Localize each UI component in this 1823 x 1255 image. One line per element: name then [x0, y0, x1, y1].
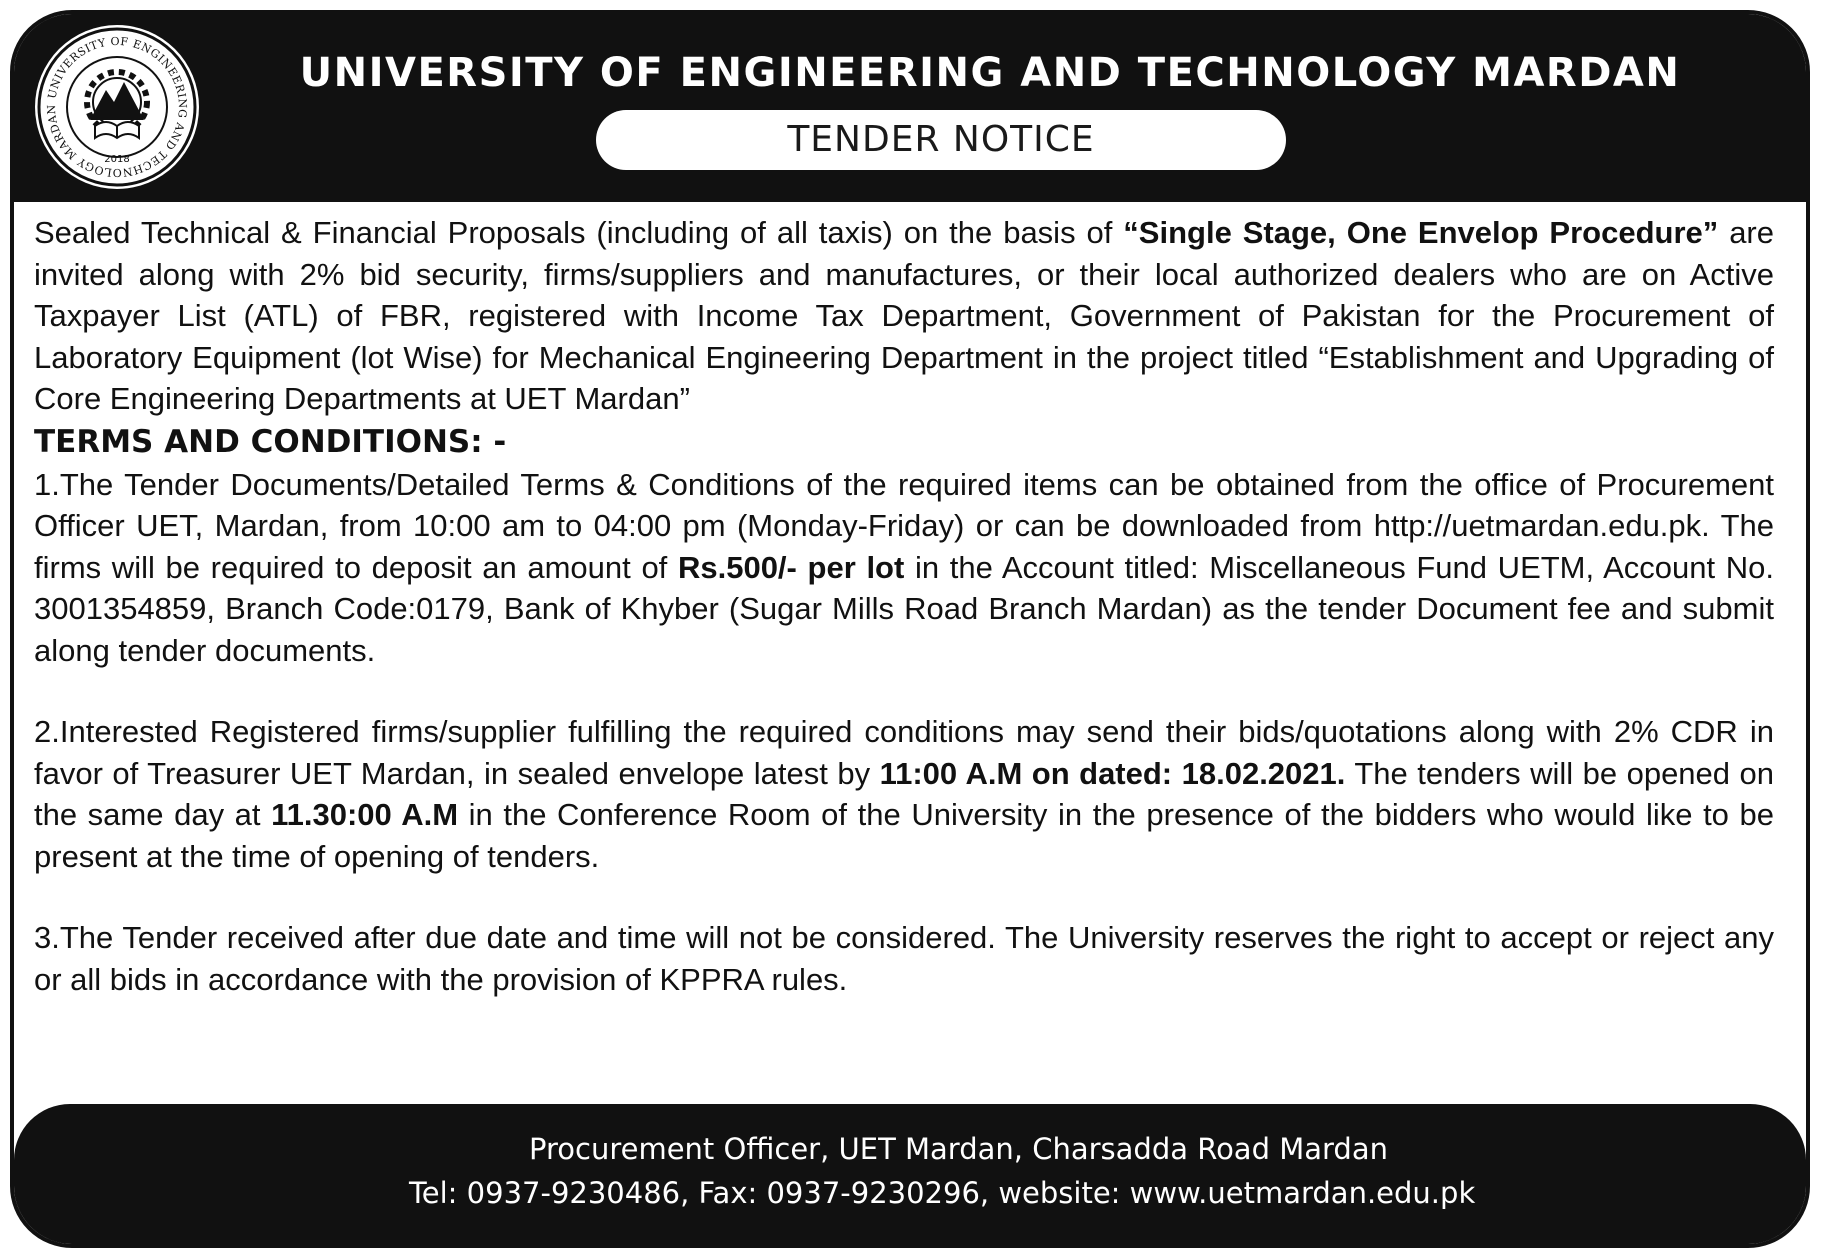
university-title: UNIVERSITY OF ENGINEERING AND TECHNOLOGY MARDAN: [299, 50, 1681, 96]
footer-address: Procurement Officer, UET Mardan, Charsadda Road Mardan: [529, 1132, 1388, 1166]
footer-band: [14, 1104, 1806, 1248]
term-text: in the Account titled: Miscellaneous Fund UETM, Account No. 3001354859, Branch Code:0179, Bank of Khyber (Sugar Mills Road Branch Mardan) as the tender Document fee and submit along tender documents.: [34, 549, 1774, 668]
term-item-2: [34, 711, 1774, 877]
header-band: [14, 14, 1806, 202]
deadline-emphasis: 11:00 A.M on dated: 18.02.2021.: [879, 755, 1346, 791]
terms-heading: TERMS AND CONDITIONS: -: [34, 423, 507, 460]
term-item-3: [34, 917, 1774, 1000]
tender-notice-label: TENDER NOTICE: [596, 110, 1286, 170]
seal-ring-text: UNIVERSITY OF ENGINEERING AND TECHNOLOGY MARDAN: [44, 34, 190, 180]
term-text: Interested Registered firms/supplier fulfilling the required conditions may send their bids/quotations along with 2% CDR in favor of Treasurer UET Mardan, in sealed envelope latest by: [34, 714, 1774, 791]
term-number: 1.: [34, 466, 60, 502]
notice-body: [34, 212, 1774, 1000]
term-text: The Tender received after due date and time will not be considered. The University reserves the right to accept or reject any or all bids in accordance with the provision of KPPRA rules.: [34, 920, 1774, 997]
fee-emphasis: Rs.500/- per lot: [677, 549, 905, 585]
intro-text-2: are invited along with 2% bid security, firms/suppliers and manufactures, or their local authorized dealers who are on Active Taxpayer List (ATL) of FBR, registered with Income Tax Department, Government of Pakistan for the Procurement of Laboratory Equipment (lot Wise) for Mechanical Engineering Department in the project titled “Establishment and Upgrading of Core Engineering Departments at UET Mardan”: [34, 215, 1774, 416]
footer-contact: Tel: 0937-9230486, Fax: 0937-9230296, website: www.uetmardan.edu.pk: [409, 1176, 1476, 1210]
term-text: The tenders will be opened on the same day at: [34, 755, 1774, 832]
university-seal-logo: [32, 22, 202, 192]
term-number: 3.: [34, 920, 60, 955]
term-text: in the Conference Room of the University in the presence of the bidders who would like to be present at the time of opening of tenders.: [34, 797, 1774, 874]
notice-frame: [10, 10, 1810, 1248]
procedure-emphasis: “Single Stage, One Envelop Procedure”: [1123, 215, 1719, 250]
term-item-1: [34, 464, 1774, 672]
seal-year: 2018: [104, 154, 130, 165]
opening-time-emphasis: 11.30:00 A.M: [271, 797, 459, 832]
term-text: The Tender Documents/Detailed Terms & Conditions of the required items can be obtained from the office of Procurement Officer UET, Mardan, from 10:00 am to 04:00 pm (Monday-Friday) or can be downloaded from http://uetmardan.edu.pk. The firms will be required to deposit an amount of: [34, 466, 1774, 585]
intro-paragraph: [34, 212, 1774, 420]
intro-text-1: Sealed Technical & Financial Proposals (including of all taxis) on the basis of: [34, 215, 1124, 250]
term-number: 2.: [34, 714, 60, 749]
